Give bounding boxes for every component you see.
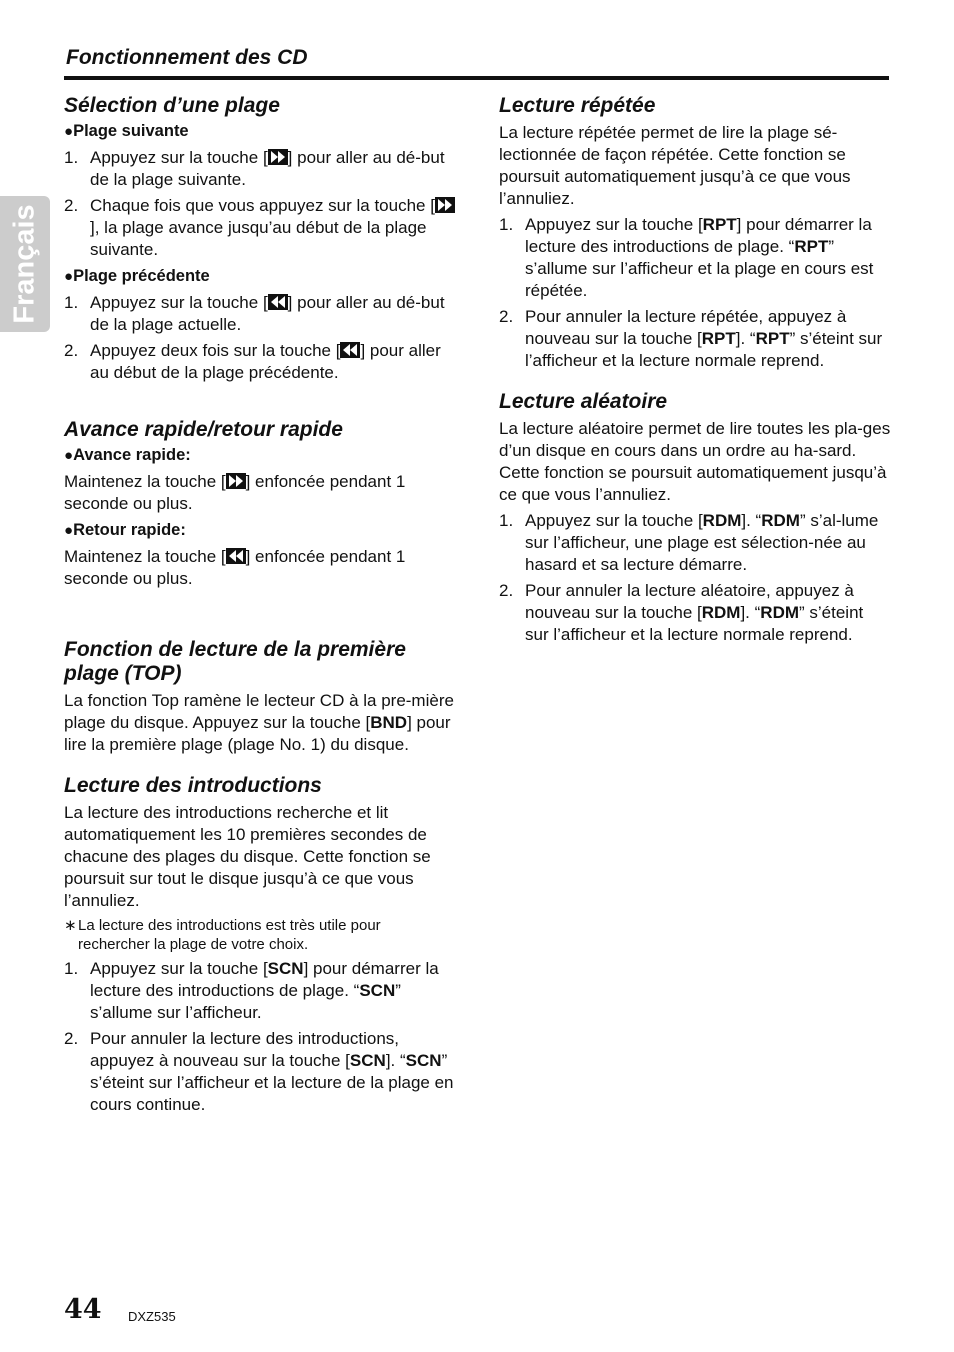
bullet-icon: ●	[64, 447, 74, 464]
bullet-icon: ●	[64, 268, 74, 285]
section-intro-scan	[64, 774, 456, 1116]
list-item: 1. Appuyez sur la touche [ ] pour aller au dé-but de la plage suivante.	[64, 148, 445, 189]
section-title: Avance rapide/retour rapide	[64, 418, 343, 441]
page-header-title: Fonctionnement des CD	[66, 46, 308, 69]
fast-forward-icon	[435, 197, 455, 213]
section-top-play	[64, 638, 456, 756]
paragraph: La lecture répétée permet de lire la plage sé-lectionnée de façon répétée. Cette fonction se poursuit automatiquement jusqu’à ce que vous l’annuliez.	[499, 123, 851, 208]
subheading-fast-forward: ●Avance rapide:	[64, 446, 191, 464]
model-name: DXZ535	[128, 1309, 176, 1324]
section-title: Lecture répétée	[499, 94, 656, 117]
section-fast-forward-rewind	[64, 418, 456, 590]
subheading-previous-track: ●Plage précédente	[64, 267, 210, 285]
list-item: 2. Pour annuler la lecture répétée, appuyez à nouveau sur la touche [RPT]. “RPT” s’éteint sur l’afficheur et la lecture normale reprend.	[499, 307, 883, 370]
paragraph: La lecture des introductions recherche et lit automatiquement les 10 premières secondes de chacune des plages du disque. Cette fonction se poursuit sur tout le disque jusqu’à ce que vous l’annuliez.	[64, 803, 431, 910]
left-column	[64, 94, 456, 1120]
section-title: Lecture aléatoire	[499, 390, 668, 413]
note: ∗ La lecture des introductions est très utile pour rechercher la plage de votre choix.	[64, 917, 381, 953]
key-bnd: BND	[370, 713, 408, 732]
steps-previous-track	[64, 292, 456, 384]
bullet-icon: ●	[64, 123, 74, 140]
section-track-selection	[64, 94, 456, 384]
section-title: Lecture des introductions	[64, 774, 322, 797]
list-item: 2. Pour annuler la lecture des introductions, appuyez à nouveau sur la touche [SCN]. “SCN” s’éteint sur l’afficheur et la lecture de la plage en cours continue.	[64, 1029, 454, 1114]
section-random-play	[499, 390, 891, 646]
paragraph: La lecture aléatoire permet de lire toutes les pla-ges d’un disque en cours dans un ordre au ha-sard. Cette fonction se poursuit automatiquement jusqu’à ce que vous l’annuliez.	[499, 419, 891, 504]
list-item: 1. Appuyez sur la touche [SCN] pour démarrer la lecture des introductions de plage. “SCN” s’allume sur l’afficheur.	[64, 959, 439, 1022]
subheading-rewind: ●Retour rapide:	[64, 521, 186, 539]
language-tab-label: Français	[8, 204, 41, 324]
steps-intro-scan	[64, 958, 456, 1116]
list-item: 2. Appuyez deux fois sur la touche [ ] pour aller au début de la plage précédente.	[64, 341, 441, 382]
steps-repeat-play	[499, 214, 891, 372]
page-number: 44	[64, 1294, 102, 1325]
list-item: 1. Appuyez sur la touche [RPT] pour démarrer la lecture des introductions de plage. “RPT” s’allume sur l’afficheur et la plage en cours est répétée.	[499, 215, 874, 300]
steps-next-track	[64, 147, 456, 261]
list-item: 2. Chaque fois que vous appuyez sur la touche [], la plage avance jusqu’au début de la plage suivante.	[64, 195, 456, 261]
paragraph: Maintenez la touche [ ] enfoncée pendant 1 seconde ou plus.	[64, 547, 406, 588]
fast-forward-icon	[226, 473, 246, 489]
right-column	[499, 94, 891, 650]
bullet-icon: ●	[64, 522, 74, 539]
list-item: 1. Appuyez sur la touche [RDM]. “RDM” s’al-lume sur l’afficheur, une plage est sélection-née au hasard et sa lecture démarre.	[499, 511, 879, 574]
language-tab	[0, 196, 50, 332]
list-item: 2. Pour annuler la lecture aléatoire, appuyez à nouveau sur la touche [RDM]. “RDM” s’éteint sur l’afficheur et la lecture normale reprend.	[499, 581, 864, 644]
rewind-icon	[226, 548, 246, 564]
paragraph: La fonction Top ramène le lecteur CD à la pre-mière plage du disque. Appuyez sur la touche [BND] pour lire la première plage (plage No. 1) du disque.	[64, 691, 454, 754]
fast-forward-icon	[268, 149, 288, 165]
rewind-icon	[340, 342, 360, 358]
header-rule	[64, 76, 889, 80]
list-item: 1. Appuyez sur la touche [ ] pour aller au dé-but de la plage actuelle.	[64, 293, 445, 334]
section-repeat-play	[499, 94, 891, 372]
section-title: Fonction de lecture de la première plage (TOP)	[64, 638, 406, 685]
steps-random-play	[499, 510, 891, 646]
paragraph: Maintenez la touche [ ] enfoncée pendant 1 seconde ou plus.	[64, 472, 406, 513]
rewind-icon	[268, 294, 288, 310]
section-title: Sélection d’une plage	[64, 94, 280, 117]
subheading-next-track: ●Plage suivante	[64, 122, 189, 140]
